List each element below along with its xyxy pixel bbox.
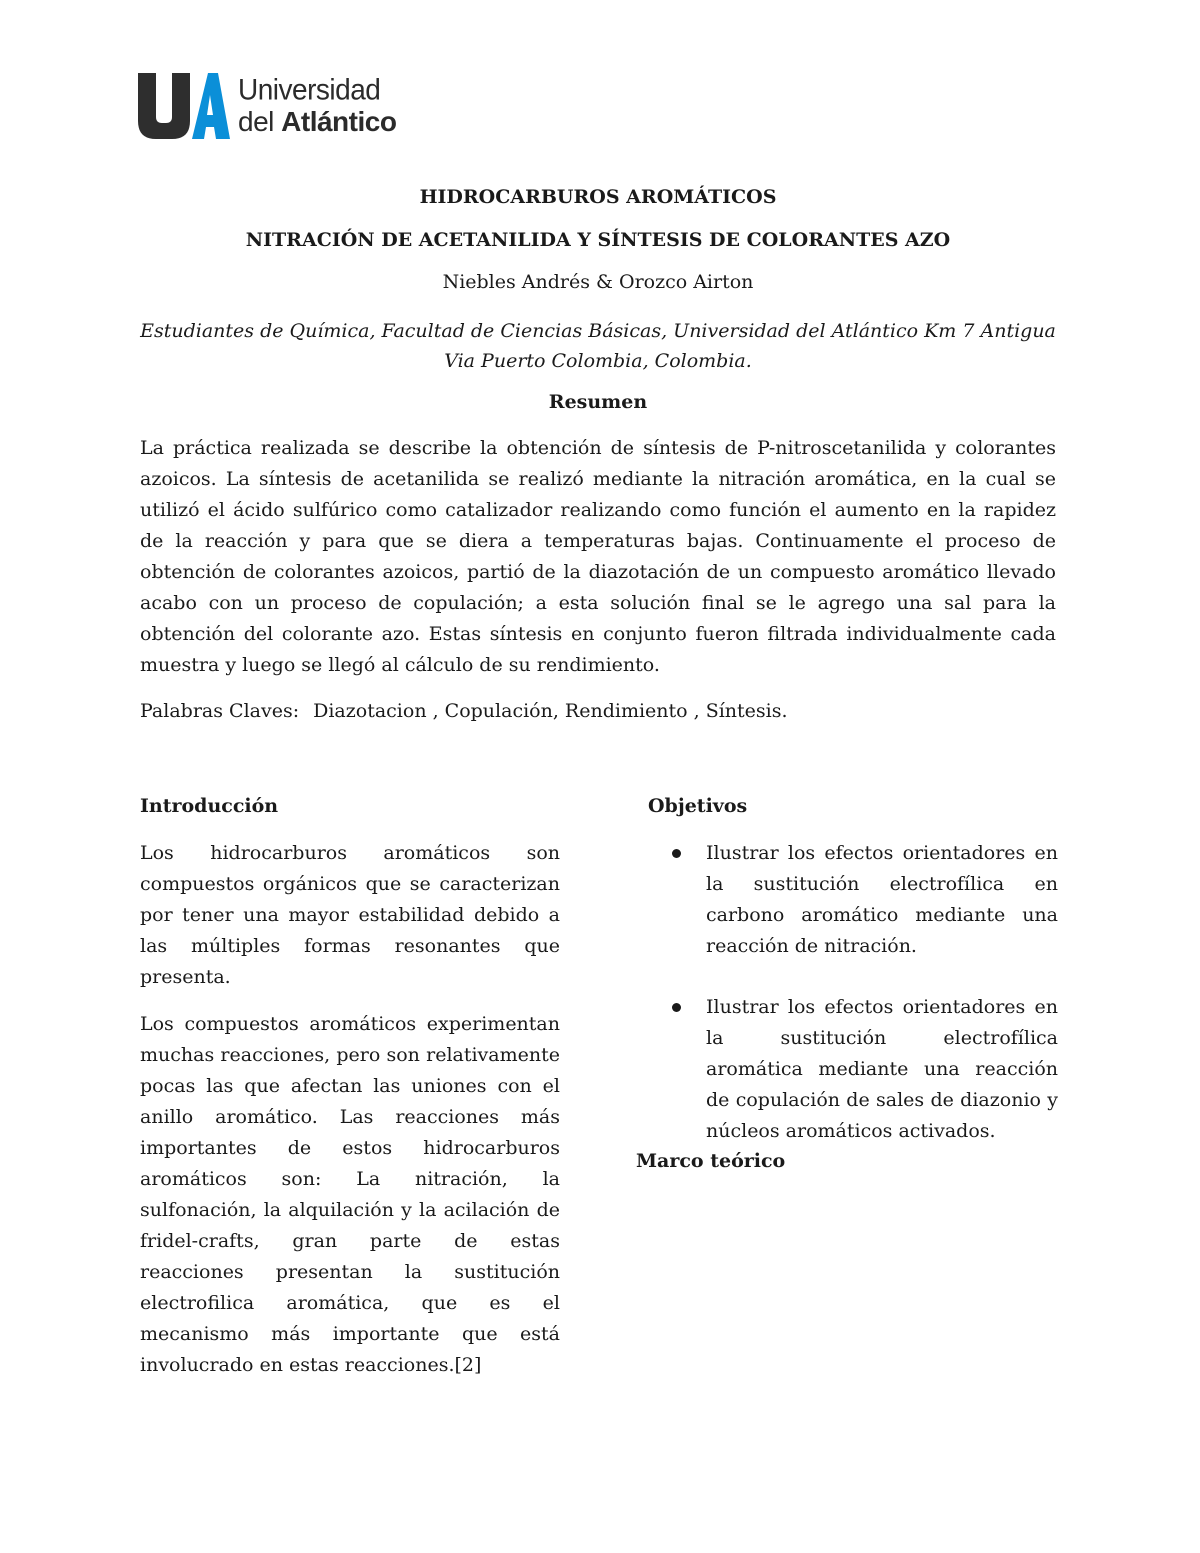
objectives-heading: Objetivos [648,795,748,817]
keywords-label: Palabras Claves: [140,700,300,722]
ua-logo-mark-icon [138,73,230,139]
authors: Niebles Andrés & Orozco Airton [442,271,754,293]
objective-text: Ilustrar los efectos orientadores en la sustitución electrofílica aromática mediante una reacción de copulación de sales de diazonio y núcleos aromáticos activados. [706,996,1058,1142]
affiliation [138,316,1058,376]
introduction-paragraph: Los compuestos aromáticos experimentan muchas reacciones, pero son relativamente pocas las que afectan las uniones con el anillo aromático. Las reacciones más importantes de estos hidrocarburos aromáticos son: La nitración, la sulfonación, la alquilación y la acilación de fridel-crafts, gran parte de estas reacciones presentan la sustitución electrofilica aromática, que es el mecanismo más importante que está involucrado en estas reacciones.[2] [140,1013,560,1376]
bullet-icon [672,849,681,858]
introduction-section [140,792,560,1381]
bullet-icon [672,1003,681,1012]
affiliation-line1: Estudiantes de Química, Facultad de Ciencias Básicas, Universidad del Atlántico Km 7 Antigua [140,320,1056,342]
abstract-heading: Resumen [548,391,648,413]
objectives-section [636,792,1058,1175]
abstract-text: La práctica realizada se describe la obtención de síntesis de P-nitroscetanilida y colorantes azoicos. La síntesis de acetanilida se realizó mediante la nitración aromática, en la cual se utilizó el ácido sulfúrico como catalizador realizando como función el aumento en la rapidez de la reacción y para que se diera a temperaturas bajas. Continuamente el proceso de obtención de colorantes azoicos, partió de la diazotación de un compuesto aromático llevado acabo con un proceso de copulación; a esta solución final se le agrego una sal para la obtención del colorante azo. Estas síntesis en conjunto fueron filtrada individualmente cada muestra y luego se llegó al cálculo de su rendimiento. [140,437,1056,676]
university-logo [138,72,396,140]
objective-text: Ilustrar los efectos orientadores en la sustitución electrofílica en carbono aromático mediante una reacción de nitración. [706,842,1058,957]
logo-line2-prefix: del [238,106,282,137]
introduction-paragraph: Los hidrocarburos aromáticos son compuestos orgánicos que se caracterizan por tener una mayor estabilidad debido a las múltiples formas resonantes que presenta. [140,842,560,988]
introduction-heading: Introducción [140,795,279,817]
logo-line2 [238,108,396,136]
document-title: HIDROCARBUROS AROMÁTICOS [419,186,777,208]
theory-heading: Marco teórico [636,1150,786,1172]
objectives-list [636,838,1058,1147]
keywords [140,700,788,722]
logo-line2-bold: Atlántico [281,106,397,137]
objective-item [636,838,1058,962]
keywords-values: Diazotacion , Copulación, Rendimiento , Síntesis. [313,700,788,722]
document-subtitle: NITRACIÓN DE ACETANILIDA Y SÍNTESIS DE COLORANTES AZO [245,229,951,251]
logo-wordmark [238,73,397,137]
affiliation-line2: Via Puerto Colombia, Colombia. [444,350,752,372]
objective-item [636,992,1058,1147]
logo-line1: Universidad [238,73,381,106]
